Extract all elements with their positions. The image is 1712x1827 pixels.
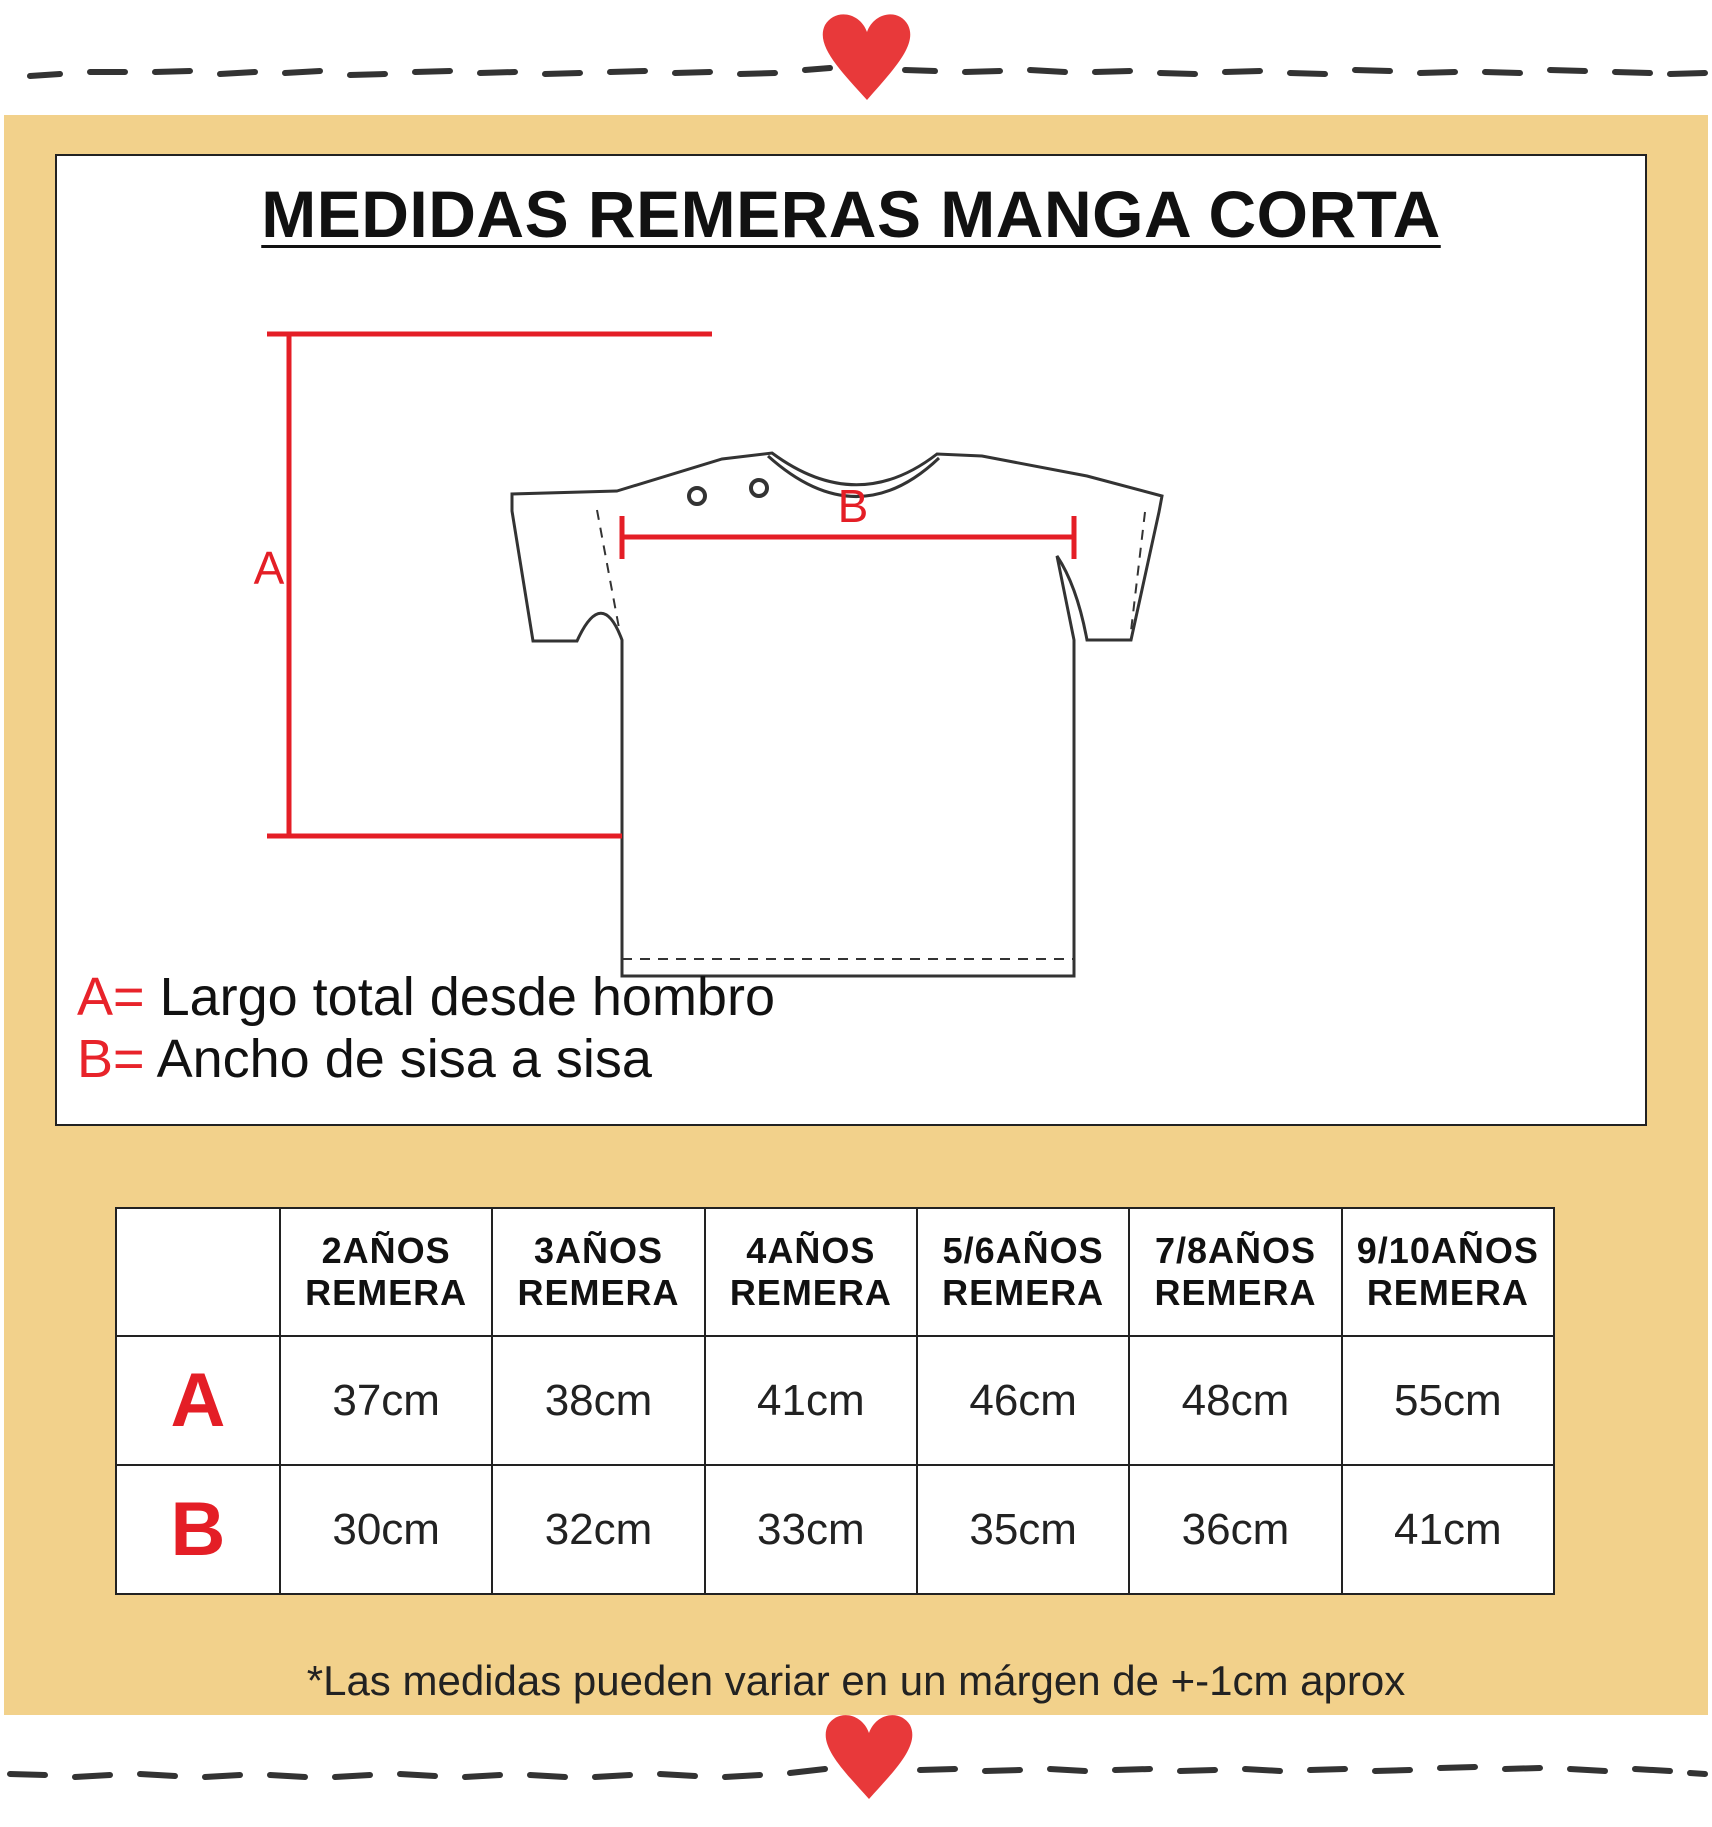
footnote: *Las medidas pueden variar en un márgen de +-1cm aprox	[306, 1657, 1406, 1704]
table-cell: 46cm	[917, 1336, 1129, 1465]
table-cell: 55cm	[1342, 1336, 1554, 1465]
label-a: A	[253, 542, 285, 594]
column-header: 5/6AÑOS REMERA	[917, 1208, 1129, 1336]
table-header-row	[116, 1208, 1554, 1336]
measurement-card	[55, 154, 1647, 1126]
table-cell: 38cm	[492, 1336, 704, 1465]
column-header: 9/10AÑOS REMERA	[1342, 1208, 1554, 1336]
column-header: 7/8AÑOS REMERA	[1129, 1208, 1341, 1336]
legend-b-text: Ancho de sisa a sisa	[144, 1029, 652, 1089]
row-label: A	[116, 1336, 280, 1465]
page-title: MEDIDAS REMERAS MANGA CORTA	[261, 177, 1441, 251]
table-cell: 41cm	[705, 1336, 917, 1465]
table-cell: 48cm	[1129, 1336, 1341, 1465]
table-cell: 41cm	[1342, 1465, 1554, 1594]
table-row	[116, 1336, 1554, 1465]
row-label: B	[116, 1465, 280, 1594]
legend-a	[77, 966, 775, 1028]
heart-icon	[823, 14, 911, 100]
legend-a-key: A=	[77, 967, 145, 1027]
table-cell: 37cm	[280, 1336, 492, 1465]
legend-b	[77, 1028, 652, 1090]
legend-a-text: Largo total desde hombro	[144, 967, 775, 1027]
table-row	[116, 1465, 1554, 1594]
table-cell: 36cm	[1129, 1465, 1341, 1594]
bottom-stitch-border	[0, 1707, 1712, 1827]
table-corner-cell	[116, 1208, 280, 1336]
label-b: B	[837, 480, 869, 532]
column-header: 2AÑOS REMERA	[280, 1208, 492, 1336]
legend-b-key: B=	[77, 1029, 145, 1089]
table-cell: 33cm	[705, 1465, 917, 1594]
table-cell: 35cm	[917, 1465, 1129, 1594]
size-table	[115, 1207, 1555, 1595]
column-header: 3AÑOS REMERA	[492, 1208, 704, 1336]
column-header: 4AÑOS REMERA	[705, 1208, 917, 1336]
table-cell: 32cm	[492, 1465, 704, 1594]
heart-icon	[826, 1715, 913, 1799]
table-cell: 30cm	[280, 1465, 492, 1594]
top-stitch-border	[0, 0, 1712, 120]
